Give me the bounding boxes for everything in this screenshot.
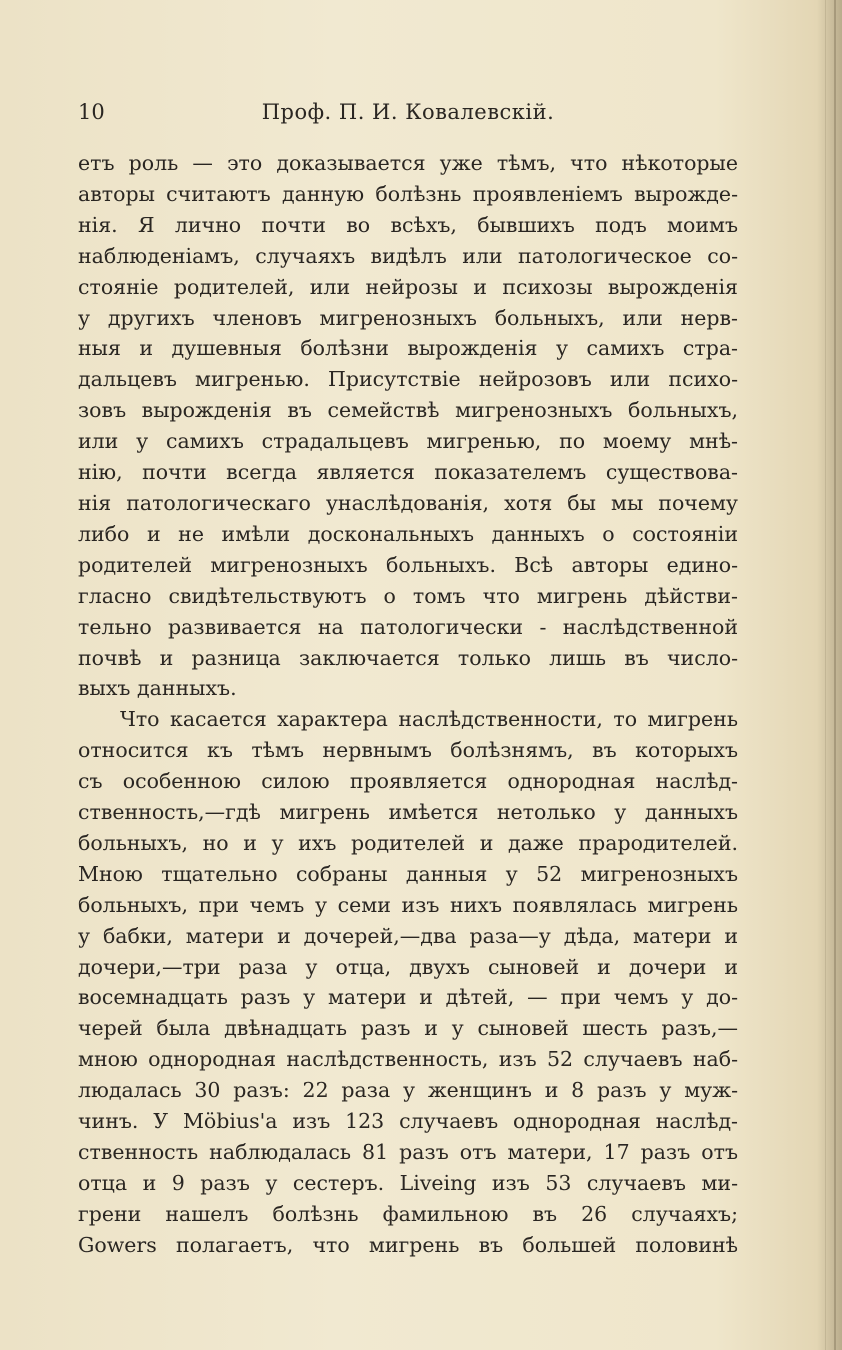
- text-line: больныхъ, но и у ихъ родителей и даже прародителей.: [78, 830, 738, 855]
- text-line: относится къ тѣмъ нервнымъ болѣзнямъ, въ которыхъ: [78, 738, 738, 763]
- text-line: грени нашелъ болѣзнь фамильною въ 26 случаяхъ;: [78, 1201, 738, 1226]
- text-line: чинъ. У Möbius'а изъ 123 случаевъ однородная наслѣд-: [78, 1109, 738, 1134]
- text-line: ственность,—гдѣ мигрень имѣется нетолько у данныхъ: [78, 800, 738, 825]
- text-line: отца и 9 разъ у сестеръ. Liveing изъ 53 случаевъ ми-: [78, 1170, 738, 1195]
- text-line: Мною тщательно собраны данныя у 52 мигренозныхъ: [78, 861, 738, 886]
- text-line: мною однородная наслѣдственность, изъ 52 случаевъ наб-: [78, 1047, 738, 1072]
- running-head: Проф. П. И. Ковалевскій.: [261, 100, 555, 124]
- text-line: нія. Я лично почти во всѣхъ, бывшихъ подъ моимъ: [78, 212, 738, 237]
- text-line: почвѣ и разница заключается только лишь въ число-: [78, 645, 738, 670]
- page-edge-line: [825, 0, 826, 1350]
- text-line: зовъ вырожденія въ семействѣ мигренозныхъ больныхъ,: [78, 398, 738, 423]
- text-line: наблюденіамъ, случаяхъ видѣлъ или патологическое со-: [78, 243, 738, 268]
- text-line: ственность наблюдалась 81 разъ отъ матери, 17 разъ отъ: [78, 1140, 738, 1164]
- text-line: Gowers полагаетъ, что мигрень въ большей половинѣ: [78, 1232, 738, 1257]
- text-line: авторы считаютъ данную болѣзнь проявленіемъ вырожде-: [78, 181, 738, 206]
- text-line: стояніе родителей, или нейрозы и психозы вырожденія: [78, 274, 738, 299]
- text-line: либо и не имѣли доскональныхъ данныхъ о состояніи: [78, 521, 738, 546]
- text-line: нію, почти всегда является показателемъ существова-: [78, 460, 738, 485]
- text-line: етъ роль — это доказывается уже тѣмъ, что нѣкоторые: [78, 151, 738, 175]
- text-line: Что касается характера наслѣдственности, то мигрень: [120, 707, 738, 732]
- page-number: 10: [78, 100, 105, 124]
- text-line: или у самихъ страдальцевъ мигренью, по моему мнѣ-: [78, 429, 738, 454]
- text-line: ныя и душевныя болѣзни вырожденія у самихъ стра-: [78, 336, 738, 361]
- text-line: тельно развивается на патологически - наслѣдственной: [78, 614, 738, 639]
- text-line: дочери,—три раза у отца, двухъ сыновей и дочери и: [78, 954, 738, 979]
- text-line: у бабки, матери и дочерей,—два раза—у дѣда, матери и: [78, 923, 738, 948]
- text-line: у другихъ членовъ мигренозныхъ больныхъ, или нерв-: [78, 305, 738, 330]
- text-line: восемнадцать разъ у матери и дѣтей, — при чемъ у до-: [78, 985, 738, 1010]
- text-line: выхъ данныхъ.: [78, 676, 237, 701]
- text-line: черей была двѣнадцать разъ и у сыновей шесть разъ,—: [78, 1016, 738, 1041]
- page-edge-shadow: [834, 0, 836, 1350]
- text-line: родителей мигренозныхъ больныхъ. Всѣ авторы едино-: [78, 552, 738, 577]
- body-text: [78, 148, 738, 1261]
- page-header: [78, 100, 738, 134]
- text-line: съ особенною силою проявляется однородная наслѣд-: [78, 769, 738, 794]
- text-line: больныхъ, при чемъ у семи изъ нихъ появлялась мигрень: [78, 892, 738, 917]
- text-line: нія патологическаго унаслѣдованія, хотя бы мы почему: [78, 490, 738, 515]
- text-line: людалась 30 разъ: 22 раза у женщинъ и 8 разъ у муж-: [78, 1078, 738, 1103]
- text-line: гласно свидѣтельствуютъ о томъ что мигрень дѣйстви-: [78, 583, 738, 608]
- text-line: дальцевъ мигренью. Присутствіе нейрозовъ или психо-: [78, 367, 738, 392]
